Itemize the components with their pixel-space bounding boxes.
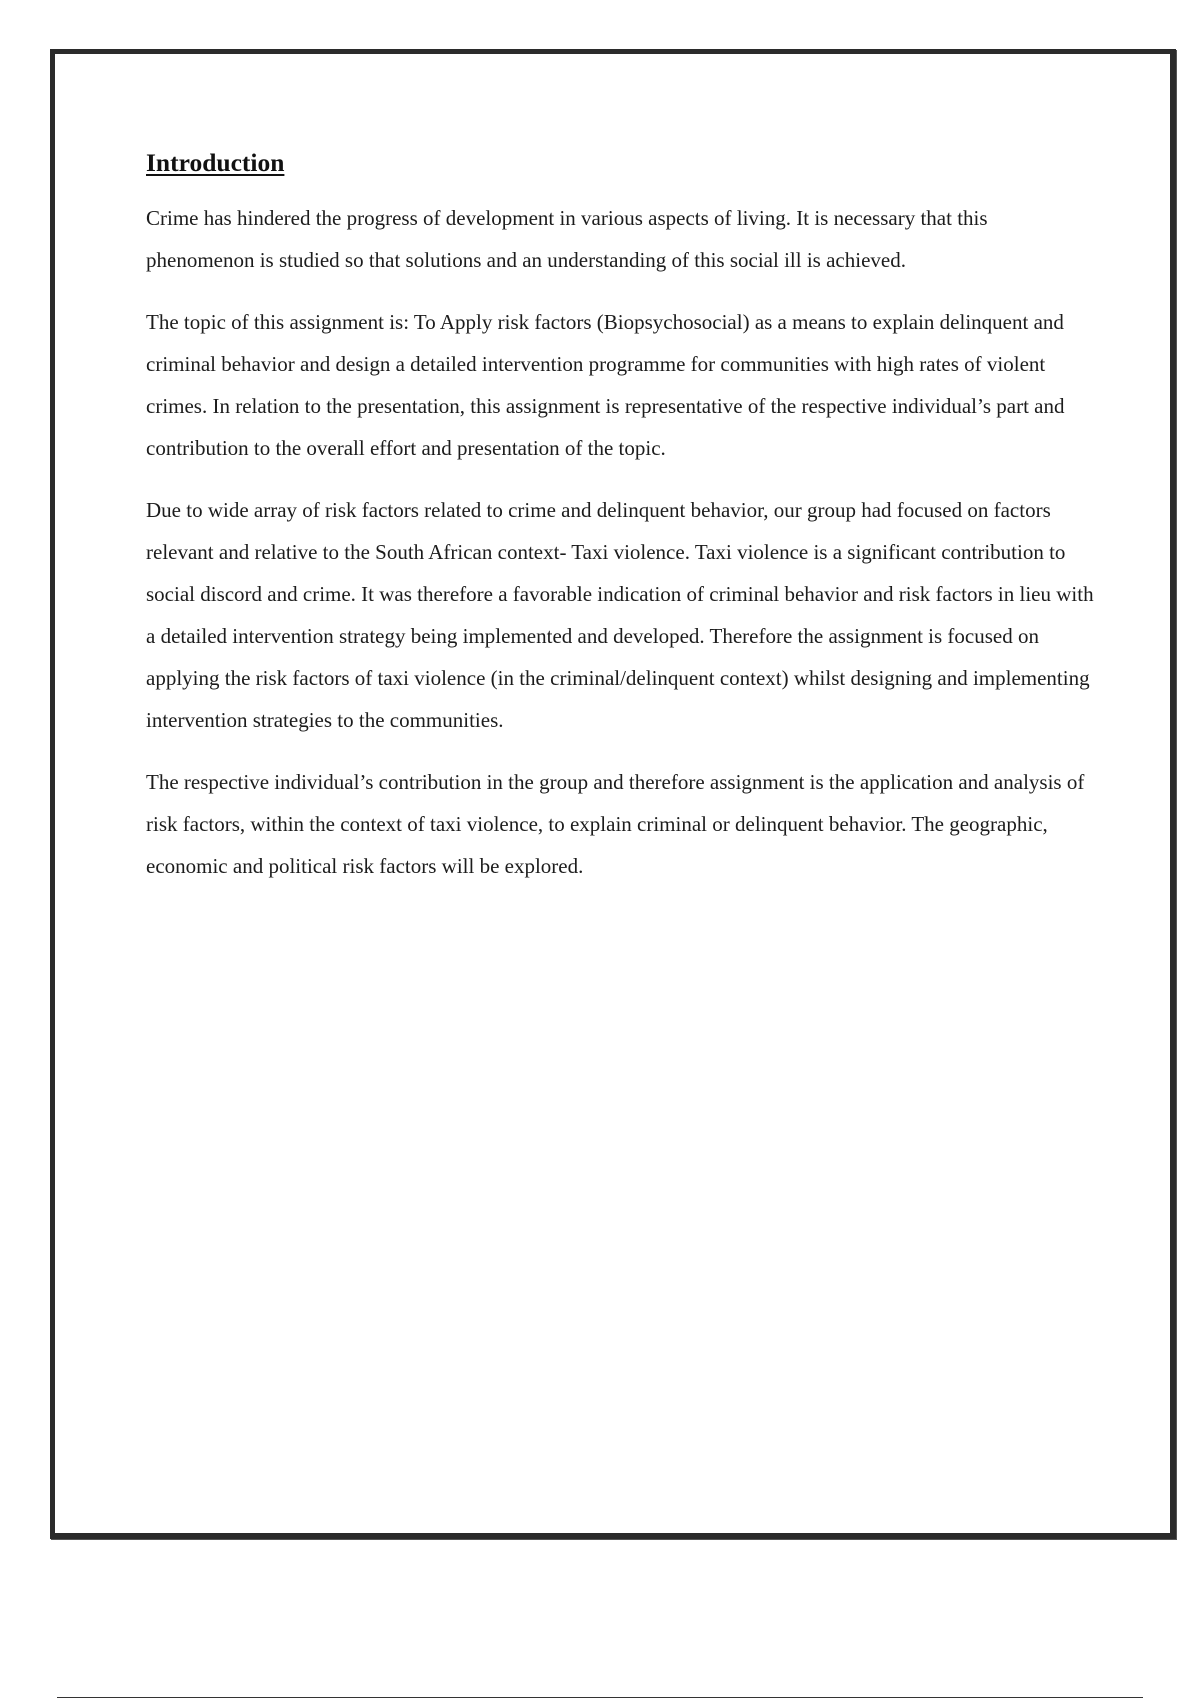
paragraph-3: Due to wide array of risk factors related to crime and delinquent behavior, our group had focused on factors relevant and relative to the South African context- Taxi violence. Taxi violence is a significant contribution to social discord and crime. It was therefore a favorable indication of criminal behavior and risk factors in lieu with a detailed intervention strategy being implemented and developed. Therefore the assignment is focused on applying the risk factors of taxi violence (in the criminal/delinquent context) whilst designing and implementing intervention strategies to the communities. — [146, 498, 1094, 732]
section-heading: Introduction — [146, 148, 285, 177]
document-body — [146, 146, 1096, 907]
paragraph-4: The respective individual’s contribution in the group and therefore assignment is the application and analysis of risk factors, within the context of taxi violence, to explain criminal or delinquent behavior. The geographic, economic and political risk factors will be explored. — [146, 770, 1085, 878]
paragraph-2: The topic of this assignment is: To Apply risk factors (Biopsychosocial) as a means to explain delinquent and criminal behavior and design a detailed intervention programme for communities with high rates of violent crimes. In relation to the presentation, this assignment is representative of the respective individual’s part and contribution to the overall effort and presentation of the topic. — [146, 310, 1065, 460]
paragraph-1: Crime has hindered the progress of development in various aspects of living. It is necessary that this phenomenon is studied so that solutions and an understanding of this social ill is achieved. — [146, 206, 988, 272]
footer-rule — [57, 1697, 1143, 1698]
